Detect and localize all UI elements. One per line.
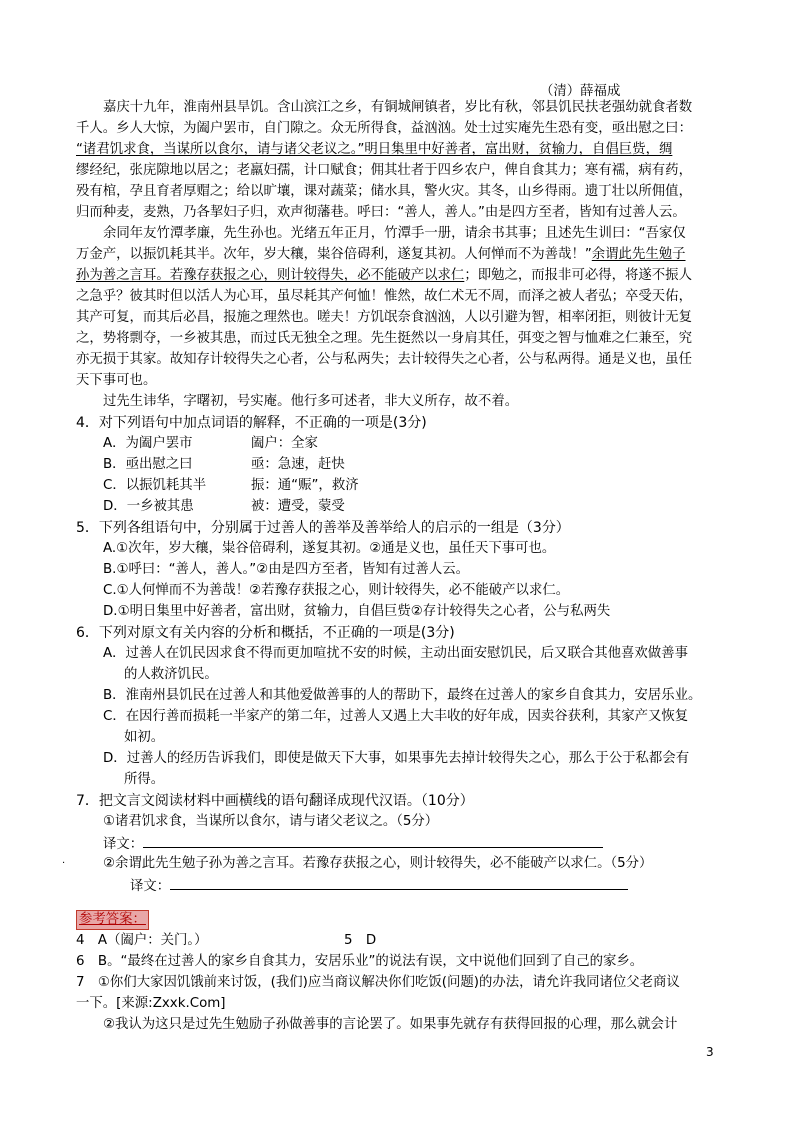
passage-line	[76, 266, 726, 286]
underlined-sentence: 孙为善之言耳。若豫存获报之心，则计较得失，必不能破产以求仁	[76, 268, 465, 283]
underlined-sentence: 余谓此先生勉子	[591, 247, 686, 262]
question-6-option-d: D．过善人的经历告诉我们，即使是做天下大事，如果事先去掉计较得失之心，那么于公于私都会有	[103, 751, 690, 766]
passage-line: 缪经纪，张庑隙地以居之；老羸妇孺，计口赋食；佣其壮者于四乡农户，俾自食其力；寒有襦，病有药，	[76, 163, 692, 178]
passage-line: 亦无损于其家。故知存计较得失之心者，公与私两失；去计较得失之心者，公与私两得。通是义也，虽任	[76, 352, 692, 367]
question-7-stem: 7．把文言文阅读材料中画横线的语句翻译成现代汉语。（10分）	[76, 793, 474, 809]
answer-7-part-2: ②我认为这只是过先生勉励子孙做善事的言论罢了。如果事先就存有获得回报的心理，那么就会计	[103, 1017, 678, 1032]
question-4-option-d	[103, 497, 726, 517]
question-7-answer-line-2	[130, 875, 726, 897]
question-4-stem: 4．对下列语句中加点词语的解释，不正确的一项是(3分)	[76, 415, 427, 431]
option-label: D．一乡被其患	[103, 499, 194, 514]
passage-line: 其产可复，而其后必昌，报施之理然也。嗟夫！方饥氓奈食汹汹，人以引避为智，相率闭拒，则彼计无复	[76, 310, 692, 325]
question-7-sentence-2: ②余谓此先生勉子孙为善之言耳。若豫存获报之心，则计较得失，必不能破产以求仁。（5分）	[103, 856, 653, 871]
page-number: 3	[706, 1045, 714, 1059]
passage-line: 殁有棺，孕且育者厚赗之；给以旷壤，课对蔬菜；储水具，警火灾。其冬，山乡得雨。遗丁壮以所佣值，	[76, 184, 692, 199]
translation-label: 译文：	[130, 879, 171, 894]
question-5-stem: 5．下列各组语句中，分别属于过善人的善举及善举给人的启示的一组是（3分）	[76, 520, 570, 536]
answer-7-part-1-cont: 一下。[来源:Zxxk.Com]	[76, 996, 226, 1011]
option-label: C．以振饥耗其半	[103, 478, 207, 493]
option-explain: 亟：急速，赶快	[251, 457, 345, 472]
option-explain: 阖户：全家	[251, 436, 318, 451]
underlined-sentence: “诸君饥求食，当谋所以食尔，请与诸父老议之。”明日集里中好善者，富出财，贫输力，自倡巨赀，绸	[76, 142, 673, 157]
question-6-option-c-cont: 如初。	[124, 730, 165, 745]
question-4-option-a	[103, 434, 726, 454]
question-6-option-c: C．在因行善而损耗一半家产的第二年，过善人又遇上大丰收的好年成，因卖谷获利，其家产又恢复	[103, 709, 689, 724]
reference-answer-label: 参考答案：	[76, 910, 149, 930]
bullet-dot: .	[62, 855, 66, 866]
question-5-option-b: B.①呼曰：“善人，善人。”②由是四方至者，皆知有过善人云。	[103, 562, 469, 577]
translation-label: 译文：	[103, 837, 144, 852]
passage-line: 天下事可也。	[76, 373, 157, 388]
question-5-option-c: C.①人何惮而不为善哉！②若豫存获报之心，则计较得失，必不能破产以求仁。	[103, 583, 570, 598]
passage-text: ；即勉之，而报非可必得，将遂不振人	[464, 268, 692, 283]
passage-line: 余同年友竹潭孝廉，先生孙也。光绪五年正月，竹潭手一册，请余书其事；且述先生训曰：“吾家仅	[103, 226, 686, 241]
question-5-option-a: A.①次年，岁大穰，粜谷倍碍利，遂复其初。②通是义也，虽任天下事可也。	[103, 541, 556, 556]
author-line: （清）薛福成	[540, 84, 621, 99]
option-label: B．亟出慰之曰	[103, 457, 193, 472]
question-7-answer-line-1	[103, 833, 726, 855]
question-6-option-a: A．过善人在饥民因求食不得而更加喧扰不安的时候，主动出面安慰饥民，后又联合其他喜欢做善事	[103, 646, 688, 661]
passage-text: 万金产，以振饥耗其半。次年，岁大穰，粜谷倍碍利，遂复其初。人何惮而不为善哉！”	[76, 247, 592, 262]
answer-6: 6 B。“最终在过善人的家乡自食其力，安居乐业”的说法有误，文中说他们回到了自己的家乡。	[76, 954, 644, 969]
passage-line: 之急乎？彼其时但以活人为心耳，虽尽耗其产何恤！惟然，故仁术无不周，而泽之被人者弘；卒受天佑，	[76, 289, 692, 304]
question-6-option-b: B．淮南州县饥民在过善人和其他爱做善事的人的帮助下，最终在过善人的家乡自食其力，安居乐业。	[103, 688, 702, 703]
answer-4-5	[76, 931, 726, 951]
translation-blank[interactable]	[143, 833, 603, 848]
translation-blank[interactable]	[170, 875, 628, 890]
passage-line	[76, 245, 726, 265]
passage-line: 之，势将剽夺，一乡被其患，而过氏无独全之理。先生挺然以一身肩其任，弭变之智与恤难之仁兼至，究	[76, 331, 692, 346]
question-5-option-d: D.①明日集里中好善者，富出财，贫输力，自倡巨赀②存计较得失之心者，公与私两失	[103, 604, 611, 619]
passage-line: 嘉庆十九年，淮南州县旱饥。含山滨江之乡，有铜城闸镇者，岁比有秋，邻县饥民扶老强幼就食者数	[103, 100, 693, 115]
question-6-option-a-cont: 的人救济饥民。	[124, 667, 218, 682]
answer-7-part-1: 7 ①你们大家因饥饿前来讨饭，(我们)应当商议解决你们吃饭(问题)的办法，请允许我同诸位父老商议	[76, 975, 680, 990]
passage-line	[76, 140, 726, 160]
answer-5: 5 D	[344, 933, 377, 948]
question-7-sentence-1: ①诸君饥求食，当谋所以食尔，请与诸父老议之。（5分）	[103, 814, 439, 829]
option-explain: 振：通“赈”，救济	[251, 478, 359, 493]
answer-4: 4 A（阖户：关门。）	[76, 933, 208, 948]
option-explain: 被：遭受，蒙受	[251, 499, 345, 514]
passage-line: 千人。乡人大惊，为阖户罢市，自门隙之。众无所得食，益汹汹。处士过实庵先生恐有变，亟出慰之曰：	[76, 121, 692, 136]
question-6-stem: 6．下列对原文有关内容的分析和概括，不正确的一项是(3分)	[76, 625, 455, 641]
question-4-option-c	[103, 476, 726, 496]
passage-line: 归而种麦，麦熟，乃各挈妇子归，欢声彻藩巷。呼曰：“善人，善人。”由是四方至者，皆知有过善人云。	[76, 205, 686, 220]
question-4-option-b	[103, 455, 726, 475]
option-label: A．为阖户罢市	[103, 436, 193, 451]
passage-line: 过先生讳华，字曙初，号实庵。他行多可述者，非大义所存，故不着。	[103, 394, 519, 409]
question-6-option-d-cont: 所得。	[124, 772, 165, 787]
